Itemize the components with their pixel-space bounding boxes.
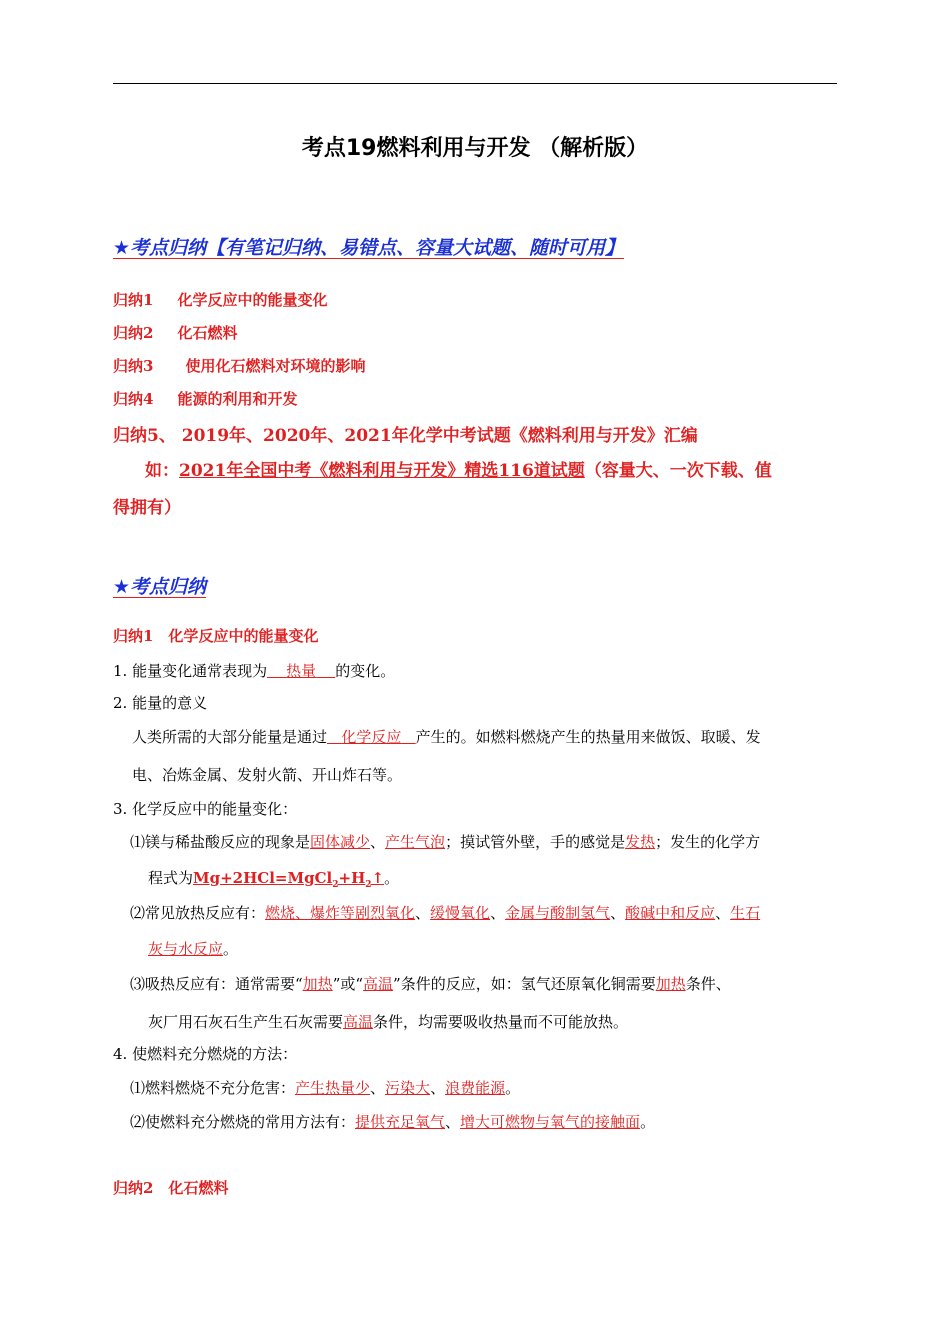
summary-num: 归纳1 bbox=[113, 291, 154, 309]
item-3-2: ⑵常见放热反应有：燃烧、爆炸等剧烈氧化、缓慢氧化、金属与酸制氢气、酸碱中和反应、生石 bbox=[130, 904, 761, 922]
summary-item-5: 归纳5、 2019年、2020年、2021年化学中考试题《燃料利用与开发》汇编 bbox=[113, 426, 698, 446]
text: 人类所需的大部分能量是通过 bbox=[132, 728, 328, 746]
summary-text: 使用化石燃料对环境的影响 bbox=[185, 357, 366, 375]
section2-heading: 归纳2 化石燃料 bbox=[113, 1179, 229, 1197]
item-3-3: ⑶吸热反应有：通常需要“加热”或“高温”条件的反应，如：氢气还原氧化铜需要加热条件、 bbox=[130, 975, 731, 993]
para-2b: 电、冶炼金属、发射火箭、开山炸石等。 bbox=[132, 766, 403, 784]
answer: 固体减少 bbox=[310, 833, 371, 851]
promo-line-2: 得拥有） bbox=[113, 498, 181, 518]
item-3-1b: 程式为$Mg+2HCl=MgCl_2+H_2↑$。 bbox=[148, 869, 400, 890]
section-banner: ★考点归纳 bbox=[113, 576, 207, 598]
item-3-3b: 灰厂用石灰石生产生石灰需要高温条件，均需要吸收热量而不可能放热。 bbox=[148, 1013, 629, 1031]
promo-prefix: 如： bbox=[145, 461, 179, 481]
summary-item-1 bbox=[113, 289, 327, 310]
promo-line-1 bbox=[145, 456, 772, 481]
para-1 bbox=[113, 660, 395, 681]
promo-link[interactable]: 2021年全国中考《燃料利用与开发》精选116道试题 bbox=[179, 461, 585, 481]
summary-text: 化石燃料 bbox=[177, 324, 238, 342]
summary-text: 化学反应中的能量变化 bbox=[177, 291, 328, 309]
item-3-1: ⑴镁与稀盐酸反应的现象是固体减少、产生气泡；摸试管外壁，手的感觉是发热；发生的化学方 bbox=[130, 833, 761, 851]
equation: $Mg+2HCl=MgCl_2+H_2↑$ bbox=[193, 869, 385, 890]
summary-text: 能源的利用和开发 bbox=[177, 390, 298, 408]
summary-num: 归纳3 bbox=[113, 357, 154, 375]
answer: 加热 bbox=[655, 975, 686, 993]
promo-suffix: （容量大、一次下载、值 bbox=[584, 461, 772, 481]
summary-item-2 bbox=[113, 322, 237, 343]
answer: 污染大 bbox=[385, 1079, 431, 1097]
answer-blank: 热量 bbox=[286, 662, 317, 680]
item-4-2: ⑵使燃料充分燃烧的常用方法有：提供充足氧气、增大可燃物与氧气的接触面。 bbox=[130, 1113, 656, 1131]
para-2a bbox=[132, 726, 761, 747]
answer: 加热 bbox=[302, 975, 333, 993]
summary-num: 归纳4 bbox=[113, 390, 154, 408]
page-title: 考点19燃料利用与开发 （解析版） bbox=[301, 136, 649, 161]
section1-heading: 归纳1 化学反应中的能量变化 bbox=[113, 627, 319, 645]
para-2: 2. 能量的意义 bbox=[113, 694, 208, 712]
text: 1. 能量变化通常表现为 bbox=[113, 662, 268, 680]
answer: 高温 bbox=[363, 975, 394, 993]
answer: 提供充足氧气 bbox=[355, 1113, 446, 1131]
item-4-1: ⑴燃料燃烧不充分危害：产生热量少、污染大、浪费能源。 bbox=[130, 1079, 521, 1097]
answer: 燃烧、爆炸等剧烈氧化 bbox=[265, 904, 416, 922]
para-4: 4. 使燃料充分燃烧的方法： bbox=[113, 1045, 298, 1063]
answer: 缓慢氧化 bbox=[430, 904, 491, 922]
answer: 产生热量少 bbox=[295, 1079, 371, 1097]
summary-num: 归纳2 bbox=[113, 324, 154, 342]
answer-blank: 化学反应 bbox=[341, 728, 402, 746]
text: 的变化。 bbox=[335, 662, 396, 680]
answer: 产生气泡 bbox=[385, 833, 446, 851]
answer: 灰与水反应 bbox=[148, 940, 224, 958]
text: 产生的。如燃料燃烧产生的热量用来做饭、取暖、发 bbox=[415, 728, 761, 746]
header-rule bbox=[113, 83, 837, 84]
answer: 增大可燃物与氧气的接触面 bbox=[460, 1113, 641, 1131]
summary-item-3 bbox=[113, 355, 365, 376]
summary-item-4 bbox=[113, 388, 297, 409]
summary-banner: ★考点归纳【有笔记归纳、易错点、容量大试题、随时可用】 bbox=[113, 237, 625, 259]
answer: 高温 bbox=[343, 1013, 374, 1031]
answer: 酸碱中和反应 bbox=[625, 904, 716, 922]
answer: 浪费能源 bbox=[445, 1079, 506, 1097]
answer: 发热 bbox=[625, 833, 656, 851]
para-3: 3. 化学反应中的能量变化： bbox=[113, 800, 298, 818]
item-3-2b: 灰与水反应。 bbox=[148, 940, 239, 958]
answer: 金属与酸制氢气 bbox=[505, 904, 611, 922]
answer: 生石 bbox=[730, 904, 761, 922]
